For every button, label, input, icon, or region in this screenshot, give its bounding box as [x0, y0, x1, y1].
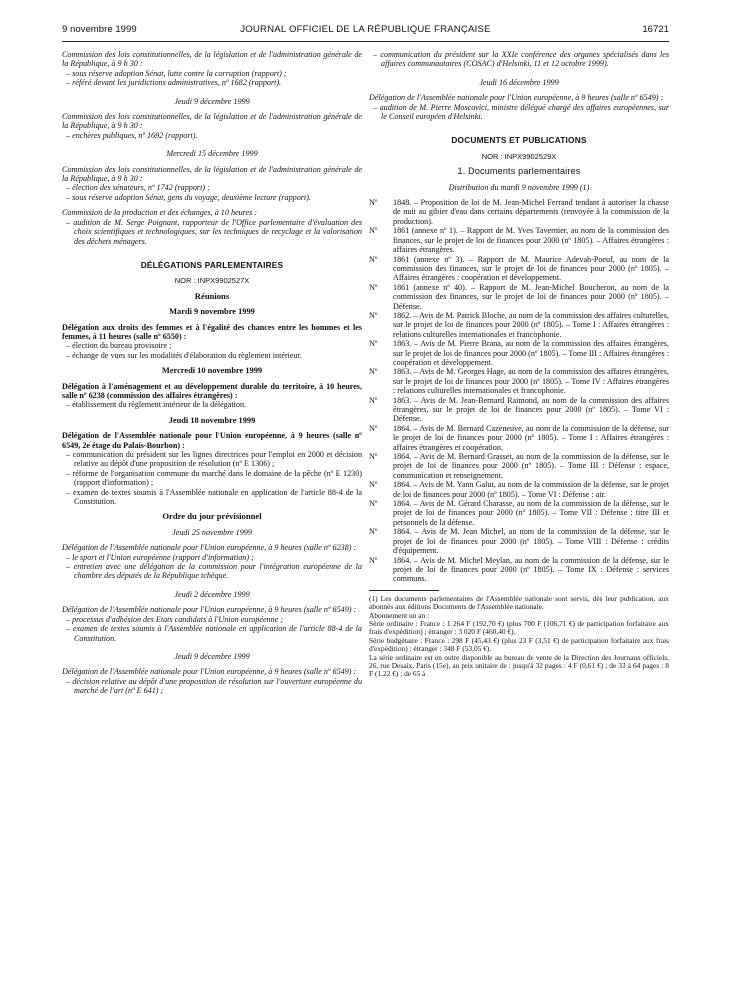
date-heading: Jeudi 2 décembre 1999: [174, 589, 250, 599]
agenda-item: – audition de M. Serge Poignant, rapporteur de l'Office parlementaire d'évaluation des choix scientifiques et technologiques, sur les techniques de recyclage et la valorisation des déchets ménagers.: [66, 217, 362, 246]
document-entry: [369, 283, 669, 311]
document-text: 1864. – Avis de M. Gérard Charasse, au nom de la commission de la défense, sur le projet de loi de finances pour 2000 (nº 1805). – Tome VII : Défense : titre III et personnels de la défense.: [393, 499, 669, 527]
footnote-rule: [369, 590, 439, 591]
document-number-label: Nº: [369, 499, 378, 509]
document-entry: [369, 396, 669, 424]
document-entry: [369, 424, 669, 452]
agenda-item: – communication du président sur la XXIe conférence des organes spécialisés dans les affaires communautaires (COSAC) d'Helsinki, 11 et 12 octobre 1999).: [373, 50, 670, 69]
document-entry: [369, 311, 669, 339]
document-number-label: Nº: [369, 254, 378, 264]
document-entry: [369, 556, 669, 584]
header-page-number: 16721: [642, 24, 669, 35]
delegation-line: Délégation à l'aménagement et au développement durable du territoire, à 10 heures, salle nº 6238 (commission des affaires étrangères) :: [62, 381, 362, 400]
agenda-item: – référé devant les juridictions administratives, nº 1682 (rapport).: [66, 78, 282, 88]
delegation-line: Délégation de l'Assemblée nationale pour l'Union européenne, à 9 heures (salle nº 6549) :: [62, 605, 357, 615]
header-journal-title: JOURNAL OFFICIEL DE LA RÉPUBLIQUE FRANÇAISE: [240, 24, 491, 35]
document-text: 1863. – Avis de M. Jean-Bernard Raimond, au nom de la commission des affaires étrangères, sur le projet de loi de finances pour 2000 (nº 1805). – Tome VI : Défense.: [393, 395, 669, 424]
document-number-label: Nº: [369, 367, 378, 377]
document-entry: [369, 480, 669, 499]
document-entry: [369, 499, 669, 527]
document-text: 1864. – Avis de M. Bernard Cazeneuve, au nom de la commission de la défense, sur le projet de loi de finances pour 2000 (nº 1805). – Tome I : Affaires étrangères : affaires étrangères et coopération.: [393, 423, 669, 452]
document-text: 1861 (annexe nº 40). – Rapport de M. Jean-Michel Boucheron, au nom de la commission des finances, sur le projet de loi de finances pour 2000 (nº 1805). – Défense.: [393, 282, 669, 311]
document-text: 1864. – Avis de M. Bernard Grasset, au nom de la commission de la défense, sur le projet de loi de finances pour 2000 (nº 1805). – Tome III : Défense : espace, communication et renseignement.: [393, 452, 669, 480]
agenda-item: – audition de M. Pierre Moscovici, ministre délégué chargé des affaires européennes, sur le Conseil européen d'Helsinki.: [373, 102, 669, 122]
nor-reference: NOR : INPX9902527X: [174, 276, 250, 286]
document-entry: [369, 527, 669, 555]
agenda-item: – examen de textes soumis à l'Assemblée nationale en application de l'article 88-4 de la Constitution.: [66, 624, 362, 643]
delegation-line: Délégation de l'Assemblée nationale pour l'Union européenne, à 9 heures (salle nº 6549, 2e étage du Palais-Bourbon) :: [62, 431, 362, 450]
document-number-label: Nº: [369, 198, 378, 208]
document-number-label: Nº: [369, 339, 378, 349]
document-text: 1861 (annexe nº 1). – Rapport de M. Yves Tavernier, au nom de la commission des finances, sur le projet de loi de finances pour 2000 (nº 1805). – Affaires étrangères : affaires étrangères.: [393, 226, 669, 255]
agenda-item: – le sport et l'Union européenne (rapport d'information) ;: [66, 552, 254, 562]
agenda-item: – processus d'adhésion des Etats candidats à l'Union européenne ;: [66, 614, 284, 624]
distribution-line: Distribution du mardi 9 novembre 1999 (1): [448, 182, 590, 192]
agenda-item: – examen de textes soumis à l'Assemblée nationale en application de l'article 88-4 de la Constitution.: [66, 487, 363, 507]
footnote-paragraph: La série ordinaire est en outre disponible au bureau de vente de la Direction des Journaux officiels, 26, rue Desaix, Paris (15e), au prix unitaire de : jusqu'à 32 pages : 4 F (0,61 €) ; de 33 à 64 pages : 8 F (1,22 €) ; de 65 à: [369, 652, 669, 679]
agenda-item: – élection du bureau provisoire ;: [66, 341, 172, 351]
date-heading: Jeudi 16 décembre 1999: [479, 77, 559, 87]
document-text: 1862. – Avis de M. Patrick Bloche, au nom de la commission des affaires culturelles, sur le projet de loi de finances pour 2000 (nº 1805). – Tome I : Affaires étrangères : relations culturelles internationales et francophonie.: [393, 310, 669, 339]
commission-line: Commission des lois constitutionnelles, de la législation et de l'administration générale de la République, à 9 h 30 :: [62, 50, 362, 69]
agenda-item: – enchères publiques, nº 1692 (rapport).: [66, 130, 198, 140]
document-text: 1861 (annexe nº 3). – Rapport de M. Maurice Adevah-Poeuf, au nom de la commission des finances, sur le projet de loi de finances pour 2000 (nº 1805). – Affaires étrangères : coopération et développement.: [393, 254, 669, 283]
date-heading: Mercredi 15 décembre 1999: [166, 149, 258, 159]
agenda-item: – établissement du règlement intérieur de la délégation.: [66, 400, 247, 410]
agenda-item: – élection des sénateurs, nº 1742 (rapport) ;: [66, 183, 210, 193]
document-entry: [369, 255, 669, 283]
document-number-label: Nº: [369, 310, 378, 320]
delegation-line: Délégation de l'Assemblée nationale pour l'Union européenne, à 9 heures (salle nº 6238) :: [62, 543, 357, 553]
document-text: 1863. – Avis de M. Pierre Brana, au nom de la commission des affaires étrangères, sur le projet de loi de finances pour 2000 (nº 1805). – Tome III : Affaires étrangères : coopération et développement.: [393, 339, 670, 367]
document-list: [369, 198, 669, 584]
document-text: 1864. – Avis de M. Yann Galut, au nom de la commission de la défense, sur le projet de loi de finances pour 2000 (nº 1805). – Tome VI : Défense : air.: [393, 480, 669, 499]
date-heading: Mercredi 10 novembre 1999: [161, 366, 263, 376]
document-entry: [369, 452, 669, 480]
subsection-documents-parlementaires: 1. Documents parlementaires: [457, 166, 581, 177]
document-number-label: Nº: [369, 226, 378, 236]
right-column: [369, 50, 669, 679]
document-text: 1864. – Avis de M. Jean Michel, au nom de la commission de la défense, sur le projet de loi de finances pour 2000 (nº 1805). – Tome VIII : Défense : crédits d'équipement.: [393, 527, 669, 556]
agenda-item: – sous réserve adoption Sénat, gens du voyage, deuxième lecture (rapport).: [66, 192, 311, 202]
nor-reference: NOR : INPX9902529X: [481, 151, 557, 161]
footnote-paragraph: Série budgétaire : France : 298 F (45,43 €) (plus 23 F (3,51 €) de participation forfaitaire aux frais d'expédition) ; étranger : 348 F (53,05 €).: [369, 635, 669, 654]
footnote-paragraph: (1) Les documents parlementaires de l'Assemblée nationale sont servis, dès leur publication, aux abonnés aux éditions Documents de l'Assemblée nationale.: [369, 593, 669, 612]
date-heading: Jeudi 25 novembre 1999: [172, 527, 252, 537]
agenda-item: – décision relative au dépôt d'une proposition de résolution sur l'ouverture européenne du marché de l'art (nº E 641) ;: [66, 676, 363, 696]
document-number-label: Nº: [369, 423, 378, 433]
date-heading: Mardi 9 novembre 1999: [169, 307, 255, 317]
document-text: 1864. – Avis de M. Michel Meylan, au nom de la commission de la défense, sur le projet de loi de finances pour 2000 (nº 1805). – Tome IX : Défense : services communs.: [393, 555, 669, 584]
document-number-label: Nº: [369, 282, 378, 292]
commission-line: Commission des lois constitutionnelles, de la législation et de l'administration générale de la République, à 9 h 30 :: [62, 112, 362, 131]
document-number-label: Nº: [369, 527, 378, 537]
commission-line: Commission des lois constitutionnelles, de la législation et de l'administration générale de la République, à 9 h 30 :: [62, 164, 362, 184]
agenda-item: – réforme de l'organisation commune du marché dans le domaine de la pêche (nº E 1230) (rapport d'information) ;: [66, 468, 362, 488]
date-heading: Jeudi 9 décembre 1999: [174, 96, 250, 106]
agenda-item: – échange de vues sur les modalités d'élaboration du règlement intérieur.: [66, 350, 302, 360]
agenda-item: – entretien avec une délégation de la commission pour l'intégration européenne de la chambre des députés de la République tchèque.: [66, 562, 362, 581]
subsection-reunions: Réunions: [194, 290, 230, 301]
document-entry: [369, 198, 669, 226]
footnote-paragraph: Abonnement un an :: [369, 610, 430, 620]
document-number-label: Nº: [369, 452, 378, 462]
footnote-block: [369, 595, 669, 679]
document-entry: [369, 226, 669, 254]
delegation-line: Délégation de l'Assemblée nationale pour l'Union européenne, à 9 heures (salle nº 6549) :: [62, 667, 357, 677]
agenda-item: – communication du président sur les lignes directrices pour l'emploi en 2000 et décision relative au dépôt d'une proposition de résolution (nº E 1306) ;: [66, 450, 363, 469]
delegation-line: Délégation aux droits des femmes et à l'égalité des chances entre les hommes et les femmes, à 11 heures (salle nº 6550) :: [62, 322, 362, 341]
commission-line: Commission de la production et des échanges, à 10 heures :: [62, 208, 258, 218]
document-number-label: Nº: [369, 480, 378, 490]
document-text: 1863. – Avis de M. Georges Hage, au nom de la commission des affaires étrangères, sur le projet de loi de finances pour 2000 (nº 1805). – Tome IV : Affaires étrangères : relations culturelles internationales et francophonie.: [393, 367, 669, 396]
header-date: 9 novembre 1999: [62, 24, 137, 35]
delegation-line: Délégation de l'Assemblée nationale pour l'Union européenne, à 9 heures (salle nº 6549) :: [369, 93, 664, 103]
document-entry: [369, 367, 669, 395]
document-text: 1848. – Proposition de loi de M. Jean-Michel Ferrand tendant à autoriser la chasse de nuit au gibier d'eau dans certains départements (renvoyée à la commission de la production).: [393, 198, 669, 226]
section-title-delegations: DÉLÉGATIONS PARLEMENTAIRES: [140, 259, 284, 270]
document-number-label: Nº: [369, 395, 378, 405]
section-title-documents: DOCUMENTS ET PUBLICATIONS: [451, 135, 587, 146]
footnote-paragraph: Série ordinaire : France : 1 264 F (192,70 €) (plus 700 F (106,71 €) de participation forfaitaire aux frais d'expédition) ; étranger : 3 020 F (460,40 €).: [369, 618, 669, 637]
document-number-label: Nº: [369, 555, 378, 565]
page-header: [62, 24, 669, 42]
agenda-item: – sous réserve adoption Sénat, lutte contre la corruption (rapport) ;: [66, 68, 287, 78]
subsection-ordre-du-jour: Ordre du jour prévisionnel: [162, 511, 262, 522]
left-column: [62, 50, 362, 696]
date-heading: Jeudi 18 novembre 1999: [168, 415, 256, 425]
date-heading: Jeudi 9 décembre 1999: [174, 651, 250, 661]
document-entry: [369, 339, 669, 367]
